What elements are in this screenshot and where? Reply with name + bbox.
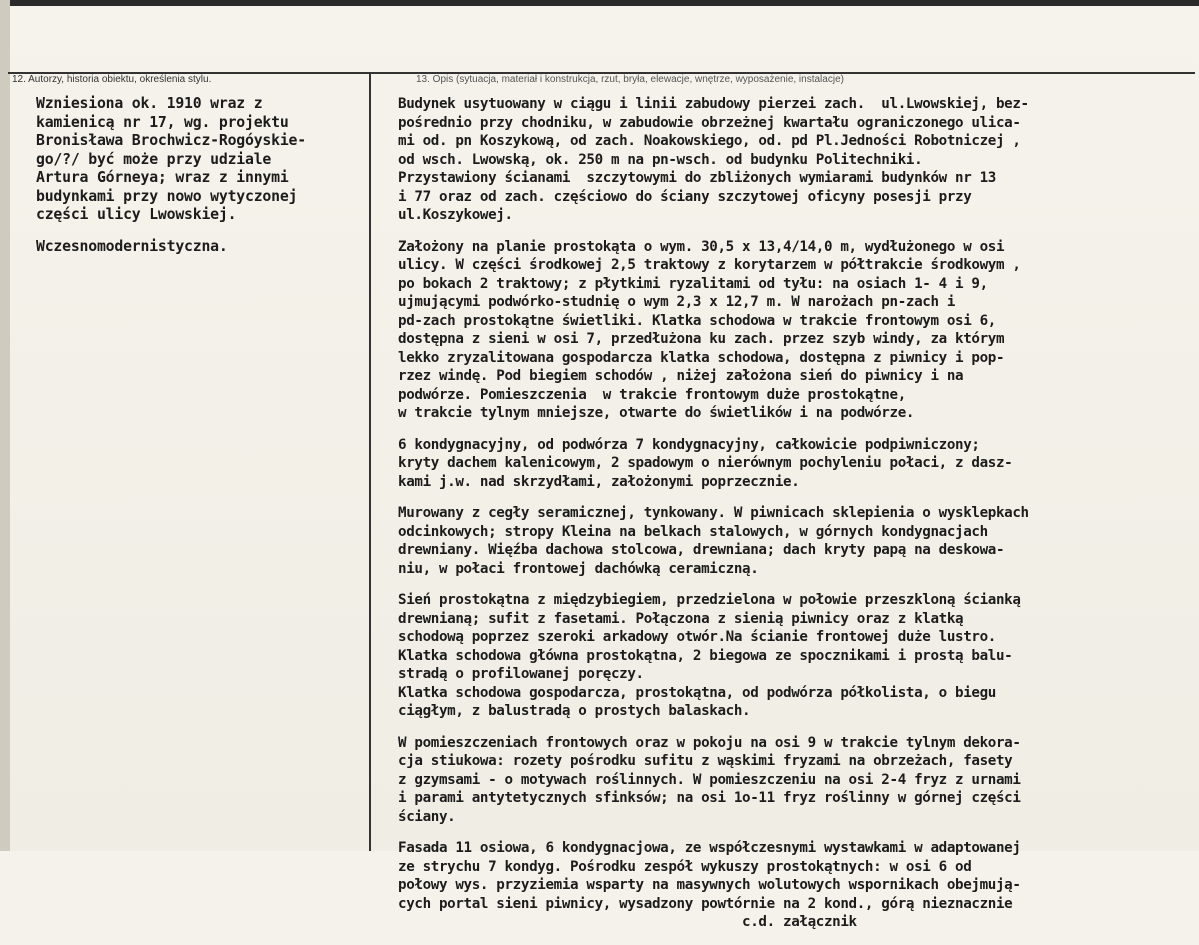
storeys-paragraph: 6 kondygnacyjny, od podwórza 7 kondygnacyjny, całkowicie podpiwniczony; kryty dachem kalenicowym, 2 spadowym o nierównym pochyleniu połaci, z dasz- kami j.w. nad skrzydłami, założonymi poprzecznie. bbox=[398, 436, 1013, 490]
section-13-header: 13. Opis (sytuacja, materiał i konstrukcja, rzut, bryła, elewacje, wnętrze, wyposażenie, instalacje) bbox=[416, 74, 844, 85]
decoration-paragraph: W pomieszczeniach frontowych oraz w pokoju na osi 9 w trakcie tylnym dekora- cja stiukowa: rozety pośrodku sufitu z wąskimi fryzami na obrzeżach, fasety z gzymsami - o motywach roślinnych. W pomieszczeniu na osi 2-4 fryz z urnami i parami antytetycznych sfinksów; na osi 1o-11 fryz roślinny w górnej części ściany. bbox=[398, 734, 1021, 825]
authors-history-column bbox=[36, 95, 366, 269]
left-edge-shadow bbox=[0, 0, 10, 851]
description-column bbox=[398, 95, 1188, 945]
interior-paragraph: Sień prostokątna z międzybiegiem, przedzielona w połowie przeszkloną ścianką drewnianą; sufit z fasetami. Połączona z sienią piwnicy oraz z klatką schodową poprzez szeroki arkadowy otwór.Na ścianie frontowej duże lustro. Klatka schodowa główna prostokątna, 2 biegowa ze spocznikami i prostą balu- stradą o profilowanej poręczy. Klatka schodowa gospodarcza, prostokątna, od podwórza półkolista, o biegu ciągłym, z balustradą o prostych balaskach. bbox=[398, 592, 1021, 719]
history-text: Wzniesiona ok. 1910 wraz z kamienicą nr 17, wg. projektu Bronisława Brochwicz-Rogóyskie- go/?/ być może przy udziale Artura Górneya; wraz z innymi budynkami przy nowo wytyczonej części ulicy Lwowskiej. bbox=[36, 95, 306, 223]
plan-paragraph: Założony na planie prostokąta o wym. 30,5 x 13,4/14,0 m, wydłużonego w osi ulicy. W części środkowej 2,5 traktowy z korytarzem w półtrakcie środkowym , po bokach 2 traktowy; z płytkimi ryzalitami od tyłu: na osiach 1- 4 i 9, ujmującymi podwórko-studnię o wym 2,3 x 12,7 m. W narożach pn-zach i pd-zach prostokątne świetliki. Klatka schodowa w trakcie frontowym osi 6, dostępna z sieni w osi 7, przedłużona ku zach. przez szyb windy, za którym lekko zryzalitowana gospodarcza klatka schodowa, dostępna z piwnicy i pop- rzez windę. Pod biegiem schodów , niżej założona sień do piwnicy i na podwórze. Pomieszczenia w trakcie frontowym duże prostokątne, w trakcie tylnym mniejsze, otwarte do świetlików i na podwórze. bbox=[398, 238, 1021, 421]
column-divider bbox=[369, 74, 371, 851]
construction-paragraph: Murowany z cegły seramicznej, tynkowany. W piwnicach sklepienia o wysklepkach odcinkowych; stropy Kleina na belkach stalowych, w górnych kondygnacjach drewniany. Więźba dachowa stolcowa, drewniana; dach kryty papą na deskowa- niu, w połaci frontowej dachówką ceramiczną. bbox=[398, 505, 1029, 577]
top-border bbox=[0, 0, 1199, 6]
facade-paragraph: Fasada 11 osiowa, 6 kondygnacjowa, ze współczesnymi wystawkami w adaptowanej ze strychu 7 kondyg. Pośrodku zespół wykuszy prostokątnych: w osi 6 od połowy wys. przyziemia wsparty na masywnych wolutowych wspornikach obejmują- cych portal sieni piwnicy, wysadzony powtórnie na 2 kond., górą nieznacznie c.d. załącznik bbox=[398, 840, 1021, 930]
style-text: Wczesnomodernistyczna. bbox=[36, 237, 228, 255]
section-12-header: 12. Autorzy, historia obiektu, określenia stylu. bbox=[12, 74, 212, 85]
location-paragraph: Budynek usytuowany w ciągu i linii zabudowy pierzei zach. ul.Lwowskiej, bez- pośrednio przy chodniku, w zabudowie obrzeżnej kwartału ograniczonego ulica- mi od. pn Koszykową, od zach. Noakowskiego, od. pd Pl.Jedności Robotniczej , od wsch. Lwowską, ok. 250 m na pn-wsch. od budynku Politechniki. Przystawiony ścianami szczytowymi do zbliżonych wymiarami budynków nr 13 i 77 oraz od zach. częściowo do ściany szczytowej oficyny posesji przy ul.Koszykowej. bbox=[398, 96, 1029, 223]
